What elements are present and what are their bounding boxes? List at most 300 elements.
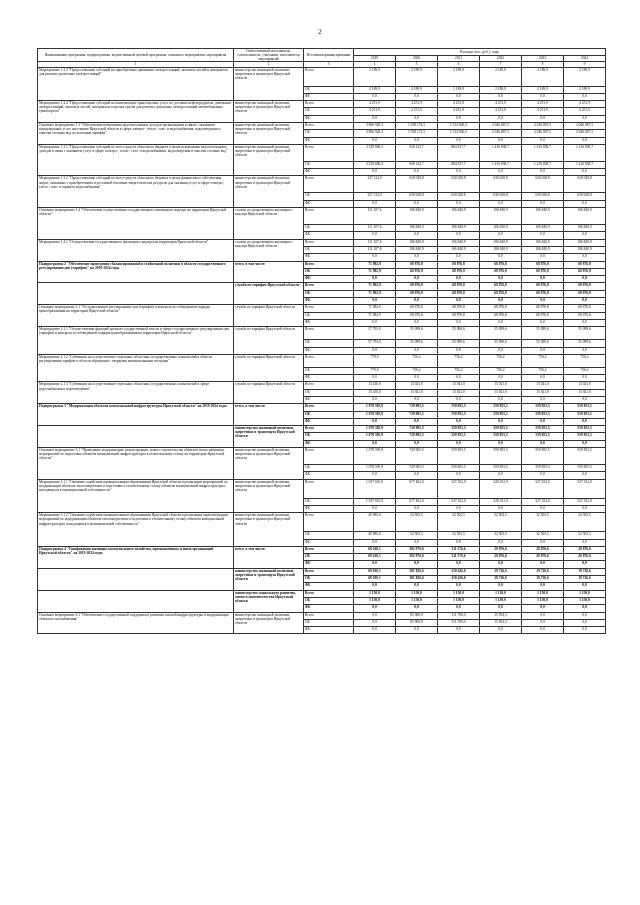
column-number: 4	[354, 62, 396, 67]
amount-cell: 20 876,6	[522, 554, 564, 561]
amount-cell: 13 021,0	[522, 389, 564, 396]
amount-cell: 0,0	[354, 505, 396, 512]
funding-source-cell: ФБ	[304, 472, 354, 479]
amount-cell: 71 982,9	[354, 283, 396, 290]
amount-cell: 55 099,6	[522, 340, 564, 347]
amount-cell: 106 840,9	[564, 225, 606, 232]
amount-cell: 0,0	[522, 605, 564, 612]
amount-cell: 2 046 867,5	[480, 122, 522, 129]
amount-cell: 0,0	[564, 375, 606, 382]
amount-cell: 1 037 610,9	[354, 498, 396, 505]
amount-cell: 0,0	[438, 505, 480, 512]
amount-cell: 0,0	[354, 319, 396, 326]
header-executor: Ответственный исполнитель, соисполнитель, участники, исполнители мероприятий	[234, 49, 304, 62]
amount-cell: 527 352,0	[564, 498, 606, 505]
amount-cell: 32 503,5	[480, 513, 522, 532]
amount-cell: 0,0	[522, 115, 564, 122]
amount-cell: 0,0	[354, 232, 396, 239]
funding-source-cell: ФБ	[304, 505, 354, 512]
amount-cell: 0,0	[438, 347, 480, 354]
amount-cell: 559 855,5	[438, 448, 480, 465]
amount-cell: 4 251,9	[480, 108, 522, 115]
funding-source-cell: ФБ	[304, 254, 354, 261]
header-year: 2021	[438, 55, 480, 62]
amount-cell: 32 503,5	[438, 532, 480, 539]
amount-cell: 68 876,8	[564, 305, 606, 312]
amount-cell: 4 251,9	[522, 101, 564, 108]
amount-cell: 559 855,5	[522, 426, 564, 433]
amount-cell: 20 876,6	[480, 554, 522, 561]
amount-cell: 0,0	[438, 93, 480, 100]
amount-cell: 311 576,6	[438, 554, 480, 561]
amount-cell: 0,0	[480, 115, 522, 122]
amount-cell: 729 905,5	[396, 404, 438, 411]
funding-source-cell: Всего	[304, 261, 354, 268]
amount-cell: 13 410,0	[354, 389, 396, 396]
funding-source-cell: Всего	[304, 479, 354, 498]
amount-cell: 1 416 838,7	[522, 144, 564, 161]
amount-cell: 559 855,5	[522, 465, 564, 472]
amount-cell: 729 905,5	[396, 433, 438, 440]
amount-cell: 559 855,5	[480, 411, 522, 418]
amount-cell: 630 028,8	[438, 176, 480, 193]
amount-cell: 0,0	[522, 539, 564, 546]
amount-cell: 0,0	[438, 115, 480, 122]
amount-cell: 68 876,8	[564, 312, 606, 319]
amount-cell: 71 982,9	[354, 268, 396, 275]
amount-cell: 559 855,5	[564, 411, 606, 418]
amount-cell: 756,2	[396, 367, 438, 374]
row-executor: служба по тарифам Иркутской области	[234, 283, 304, 305]
amount-cell: 106 840,9	[480, 246, 522, 253]
row-executor: служба по тарифам Иркутской области	[234, 305, 304, 327]
amount-cell: 71 982,9	[354, 290, 396, 297]
amount-cell: 0,0	[396, 319, 438, 326]
amount-cell: 3 529 696,3	[354, 144, 396, 161]
amount-cell: 0,0	[396, 472, 438, 479]
amount-cell: 0,0	[396, 561, 438, 568]
amount-cell: 3 866 928,3	[354, 122, 396, 129]
amount-cell: 71 982,9	[354, 261, 396, 268]
amount-cell: 0,0	[480, 397, 522, 404]
amount-cell: 630 028,8	[522, 193, 564, 200]
row-executor: министерство жилищной политики, энергетики и транспорта Иркутской области	[234, 612, 304, 634]
amount-cell: 106 840,9	[396, 239, 438, 246]
column-number: 6	[438, 62, 480, 67]
amount-cell: 310 426,6	[438, 568, 480, 575]
amount-cell: 0,0	[396, 200, 438, 207]
funding-source-cell: ОБ	[304, 246, 354, 253]
amount-cell: 0,0	[354, 254, 396, 261]
funding-source-cell: ФБ	[304, 137, 354, 144]
amount-cell: 106 840,9	[396, 246, 438, 253]
amount-cell: 68 876,8	[438, 261, 480, 268]
amount-cell: 559 855,5	[480, 465, 522, 472]
amount-cell: 4 251,9	[480, 101, 522, 108]
table-row	[38, 67, 606, 86]
amount-cell: 0,0	[522, 440, 564, 447]
table-row	[38, 101, 606, 108]
amount-cell: 106 840,9	[396, 208, 438, 225]
amount-cell: 559 855,5	[480, 404, 522, 411]
funding-source-cell: ОБ	[304, 268, 354, 275]
amount-cell: 1 078 595,9	[354, 465, 396, 472]
amount-cell: 13 021,0	[438, 382, 480, 389]
amount-cell: 1 150,0	[480, 590, 522, 597]
amount-cell: 1 078 595,9	[354, 433, 396, 440]
row-name: Мероприятие 2.1.3 "Субвенции на осуществление отдельных областных государственных полномочий в сфере водоснабжения и водоотведения"	[38, 382, 234, 404]
amount-cell: 0,0	[438, 254, 480, 261]
amount-cell: 0,0	[438, 583, 480, 590]
amount-cell: 1 150,0	[396, 597, 438, 604]
amount-cell: 15 954,3	[480, 612, 522, 619]
amount-cell: 527 352,0	[522, 479, 564, 498]
amount-cell: 1 150,0	[522, 597, 564, 604]
amount-cell: 68 876,8	[564, 290, 606, 297]
amount-cell: 0,0	[354, 137, 396, 144]
amount-cell: 0,0	[354, 440, 396, 447]
amount-cell: 68 876,8	[396, 290, 438, 297]
amount-cell: 19 726,6	[480, 568, 522, 575]
amount-cell: 756,2	[438, 367, 480, 374]
amount-cell: 0,0	[522, 276, 564, 283]
amount-cell: 729 905,5	[396, 448, 438, 465]
amount-cell: 559 855,5	[522, 448, 564, 465]
amount-cell: 106 840,9	[564, 246, 606, 253]
row-executor: служба по тарифам Иркутской области	[234, 382, 304, 404]
row-name: Мероприятие 2.1.2 "Субвенции на осуществление отдельных областных государственных полномочий в области регулирования тарифов в области обращения с твердыми коммунальными отходами"	[38, 354, 234, 382]
amount-cell: 884 817,7	[438, 144, 480, 161]
amount-cell: 2 189,9	[354, 86, 396, 93]
amount-cell: 4 251,9	[564, 101, 606, 108]
amount-cell: 0,0	[480, 319, 522, 326]
amount-cell: 0,0	[396, 254, 438, 261]
amount-cell: 19 726,6	[564, 568, 606, 575]
amount-cell: 3 529 696,3	[354, 161, 396, 168]
table-row	[38, 426, 606, 433]
amount-cell: 2 046 867,5	[564, 130, 606, 137]
funding-source-cell: Всего	[304, 67, 354, 86]
amount-cell: 0,0	[354, 375, 396, 382]
amount-cell: 13 021,0	[522, 382, 564, 389]
amount-cell: 68 876,8	[396, 305, 438, 312]
amount-cell: 106 840,9	[480, 208, 522, 225]
funding-source-cell: ОБ	[304, 619, 354, 626]
amount-cell: 32 503,5	[564, 532, 606, 539]
amount-cell: 1 150,0	[564, 597, 606, 604]
amount-cell: 0,0	[522, 137, 564, 144]
amount-cell: 1 150,0	[438, 597, 480, 604]
amount-cell: 68 876,8	[564, 268, 606, 275]
header-year: 2020	[396, 55, 438, 62]
amount-cell: 0,0	[480, 93, 522, 100]
amount-cell: 55 099,6	[522, 327, 564, 340]
amount-cell: 0,0	[522, 397, 564, 404]
funding-source-cell: Всего	[304, 101, 354, 108]
amount-cell: 55 099,6	[438, 340, 480, 347]
amount-cell: 0,0	[480, 583, 522, 590]
amount-cell: 2 189,9	[396, 86, 438, 93]
amount-cell: 0,0	[438, 200, 480, 207]
amount-cell: 1 558 172,5	[396, 122, 438, 129]
budget-table	[37, 48, 606, 634]
amount-cell: 55 099,6	[438, 327, 480, 340]
funding-source-cell: ФБ	[304, 397, 354, 404]
funding-source-cell: ОБ	[304, 340, 354, 347]
amount-cell: 0,0	[396, 418, 438, 425]
funding-source-cell: Всего	[304, 568, 354, 575]
amount-cell: 68 876,8	[522, 312, 564, 319]
row-executor: министерство жилищной политики, энергетики и транспорта Иркутской области	[234, 101, 304, 123]
amount-cell: 106 840,9	[396, 225, 438, 232]
amount-cell: 0,0	[396, 440, 438, 447]
funding-source-cell: ФБ	[304, 627, 354, 634]
amount-cell: 756,2	[480, 354, 522, 367]
amount-cell: 106 840,9	[564, 208, 606, 225]
funding-source-cell: Всего	[304, 208, 354, 225]
amount-cell: 0,0	[438, 375, 480, 382]
amount-cell: 68 876,8	[522, 290, 564, 297]
amount-cell: 0,0	[522, 583, 564, 590]
amount-cell: 0,0	[438, 539, 480, 546]
row-name: Основное мероприятие 4.1 "Обеспечение государственной поддержки в развитии газовой инфраструктуры и модернизации объектов газоснабжения"	[38, 612, 234, 634]
amount-cell: 85 900,0	[396, 619, 438, 626]
amount-cell: 0,0	[480, 418, 522, 425]
amount-cell: 0,0	[564, 561, 606, 568]
funding-source-cell: ОБ	[304, 532, 354, 539]
amount-cell: 2 189,9	[522, 86, 564, 93]
amount-cell: 0,0	[354, 276, 396, 283]
amount-cell: 1 416 838,7	[564, 161, 606, 168]
table-row	[38, 513, 606, 532]
funding-source-cell: ОБ	[304, 367, 354, 374]
amount-cell: 68 876,8	[480, 261, 522, 268]
amount-cell: 4 251,9	[354, 101, 396, 108]
amount-cell: 106 840,9	[438, 225, 480, 232]
amount-cell: 0,0	[522, 472, 564, 479]
table-row	[38, 122, 606, 129]
amount-cell: 729 905,5	[396, 411, 438, 418]
amount-cell: 630 028,8	[564, 176, 606, 193]
amount-cell: 85 900,0	[396, 612, 438, 619]
amount-cell: 0,0	[522, 505, 564, 512]
amount-cell: 1 150,0	[396, 590, 438, 597]
amount-cell: 32 503,5	[438, 513, 480, 532]
table-row	[38, 568, 606, 575]
amount-cell: 106 840,9	[522, 246, 564, 253]
amount-cell: 756,2	[522, 367, 564, 374]
amount-cell: 1 150,0	[564, 590, 606, 597]
amount-cell: 559 855,5	[564, 426, 606, 433]
funding-source-cell: ОБ	[304, 411, 354, 418]
amount-cell: 32 503,5	[522, 513, 564, 532]
amount-cell: 68 876,8	[480, 305, 522, 312]
amount-cell: 2 046 867,5	[522, 130, 564, 137]
amount-cell: 106 840,9	[480, 225, 522, 232]
amount-cell: 779,9	[354, 354, 396, 367]
amount-cell: 13 021,0	[564, 382, 606, 389]
amount-cell: 0,0	[438, 627, 480, 634]
row-name: Мероприятие 1.3.2 "Предоставление субсидий из этого средств областного бюджета в целях финансового обеспечения затрат, связанных с приобретением и доставкой топливно-энергетических ресурсов для оказания услуг в сфере электро-, тепло-, газо- и горячего водоснабжения"	[38, 176, 234, 208]
column-number: 1	[38, 62, 234, 67]
amount-cell: 0,0	[396, 347, 438, 354]
row-name: Основное мероприятие 3.1 "Проведение модернизации, реконструкции, нового строительства объектов теплоснабжения, мероприятий по подготовке объектов коммунальной инфраструктуры к отопительному сезону на территории Иркутской области"	[38, 448, 234, 480]
amount-cell: 0,0	[438, 276, 480, 283]
amount-cell: 756,2	[480, 367, 522, 374]
amount-cell: 0,0	[564, 619, 606, 626]
row-name: Мероприятие 1.4.1 "Осуществление государственного жилищного надзора на территории Иркутской области"	[38, 239, 234, 261]
page-number: 2	[318, 28, 322, 36]
row-executor: министерство жилищной политики, энергетики и транспорта Иркутской области	[234, 67, 304, 101]
column-number: 3	[304, 62, 354, 67]
funding-source-cell: ОБ	[304, 108, 354, 115]
amount-cell: 0,0	[522, 232, 564, 239]
amount-cell: 0,0	[564, 93, 606, 100]
amount-cell: 0,0	[480, 440, 522, 447]
funding-source-cell: ОБ	[304, 130, 354, 137]
amount-cell: 106 840,9	[438, 208, 480, 225]
amount-cell: 559 855,5	[480, 448, 522, 465]
amount-cell: 69 160,1	[354, 554, 396, 561]
amount-cell: 0,0	[564, 605, 606, 612]
table-body	[38, 67, 606, 634]
amount-cell: 884 817,7	[438, 161, 480, 168]
amount-cell: 2 189,9	[522, 67, 564, 86]
amount-cell: 1 037 610,9	[354, 479, 396, 498]
header-year: 2019	[354, 55, 396, 62]
amount-cell: 0,0	[522, 298, 564, 305]
amount-cell: 20 876,6	[564, 554, 606, 561]
amount-cell: 0,0	[396, 605, 438, 612]
amount-cell: 55 099,6	[480, 340, 522, 347]
amount-cell: 559 855,5	[438, 433, 480, 440]
amount-cell: 4 251,9	[438, 101, 480, 108]
amount-cell: 2 189,9	[396, 67, 438, 86]
amount-cell: 630 028,8	[480, 176, 522, 193]
amount-cell: 0,0	[396, 232, 438, 239]
amount-cell: 0,0	[354, 583, 396, 590]
funding-source-cell: Всего	[304, 513, 354, 532]
amount-cell: 68 876,8	[522, 283, 564, 290]
amount-cell: 20 876,6	[564, 546, 606, 553]
amount-cell: 756,2	[564, 367, 606, 374]
row-executor: министерство социального развития, опеки и попечительства Иркутской области	[234, 590, 304, 612]
row-name	[38, 283, 234, 305]
funding-source-cell: ОБ	[304, 193, 354, 200]
amount-cell: 0,0	[354, 418, 396, 425]
amount-cell: 20 876,6	[522, 546, 564, 553]
funding-source-cell: Всего	[304, 612, 354, 619]
amount-cell: 0,0	[564, 254, 606, 261]
header-name: Наименование программы, подпрограммы, ведомственной целевой программы, основного мероприятия, мероприятия	[38, 49, 234, 62]
amount-cell: 1 150,0	[522, 590, 564, 597]
funding-source-cell: ФБ	[304, 232, 354, 239]
amount-cell: 0,0	[438, 605, 480, 612]
row-name: Мероприятие 3.1.1 "Оказание содействия муниципальным образованиям Иркутской области в реализации мероприятий по модернизации объектов теплоэнергетики и подготовке к отопительному сезону объектов коммунальной инфраструктуры, находящихся в муниципальной собственности"	[38, 479, 234, 513]
amount-cell: 0,0	[480, 472, 522, 479]
funding-source-cell: ФБ	[304, 276, 354, 283]
amount-cell: 19 726,6	[522, 568, 564, 575]
funding-source-cell: ОБ	[304, 597, 354, 604]
amount-cell: 0,0	[564, 440, 606, 447]
amount-cell: 0,0	[396, 539, 438, 546]
amount-cell: 0,0	[480, 200, 522, 207]
amount-cell: 756,2	[522, 354, 564, 367]
amount-cell: 559 855,5	[438, 426, 480, 433]
funding-source-cell: Всего	[304, 404, 354, 411]
table-row	[38, 354, 606, 367]
amount-cell: 0,0	[354, 605, 396, 612]
amount-cell: 15 954,3	[480, 619, 522, 626]
amount-cell: 4 251,9	[522, 108, 564, 115]
amount-cell: 0,0	[396, 276, 438, 283]
amount-cell: 68 876,8	[396, 283, 438, 290]
amount-cell: 0,0	[480, 627, 522, 634]
table-row	[38, 305, 606, 312]
column-number: 8	[522, 62, 564, 67]
row-name: Подпрограмма 4 "Газификация жилищно-коммунального хозяйства, промышленных и иных организаций Иркутской области" на 2019-2024 годы	[38, 546, 234, 568]
amount-cell: 2 189,9	[480, 67, 522, 86]
amount-cell: 1 514 846,5	[438, 130, 480, 137]
amount-cell: 0,0	[438, 298, 480, 305]
amount-cell: 756,2	[438, 354, 480, 367]
amount-cell: 52 503,5	[396, 513, 438, 532]
funding-source-cell: ФБ	[304, 605, 354, 612]
table-row	[38, 239, 606, 246]
column-number: 5	[396, 62, 438, 67]
amount-cell: 111 107,6	[354, 208, 396, 225]
amount-cell: 677 402,0	[396, 498, 438, 505]
amount-cell: 68 876,8	[564, 283, 606, 290]
amount-cell: 55 099,6	[564, 327, 606, 340]
table-row	[38, 612, 606, 619]
amount-cell: 19 726,6	[522, 576, 564, 583]
row-name: Мероприятие 2.1.1 "Осуществление функций органов государственной власти в сфере государственного регулирования цен (тарифов) и контроля за соблюдением порядка ценообразования на территории Иркутской области"	[38, 327, 234, 355]
amount-cell: 2 189,9	[480, 86, 522, 93]
amount-cell: 0,0	[564, 627, 606, 634]
amount-cell: 0,0	[480, 561, 522, 568]
amount-cell: 779,9	[354, 367, 396, 374]
funding-source-cell: ОБ	[304, 389, 354, 396]
amount-cell: 1 416 838,7	[480, 144, 522, 161]
amount-cell: 0,0	[438, 232, 480, 239]
amount-cell: 0,0	[564, 347, 606, 354]
amount-cell: 4 251,9	[396, 101, 438, 108]
amount-cell: 0,0	[522, 627, 564, 634]
amount-cell: 106 840,9	[522, 208, 564, 225]
amount-cell: 630 028,8	[564, 193, 606, 200]
table-row	[38, 479, 606, 498]
amount-cell: 0,0	[396, 505, 438, 512]
row-name: Основное мероприятие 1.3 "Обеспечение возмещения недополученных доходов организациям в связи с оказанием коммунальных услуг населению Иркутской области в сфере электро-, тепло-, газо- и водоснабжения, водоотведения и очистки сточных вод по льготным тарифам"	[38, 122, 234, 144]
amount-cell: 0,0	[522, 561, 564, 568]
amount-cell: 0,0	[522, 319, 564, 326]
funding-source-cell: ФБ	[304, 319, 354, 326]
amount-cell: 528 352,0	[480, 479, 522, 498]
amount-cell: 0,0	[564, 319, 606, 326]
amount-cell: 0,0	[564, 200, 606, 207]
funding-source-cell: ОБ	[304, 86, 354, 93]
funding-source-cell: Всего	[304, 426, 354, 433]
column-number: 2	[234, 62, 304, 67]
amount-cell: 0,0	[354, 93, 396, 100]
amount-cell: 559 855,5	[438, 404, 480, 411]
row-name	[38, 426, 234, 448]
amount-cell: 756,2	[396, 354, 438, 367]
amount-cell: 71 982,9	[354, 305, 396, 312]
amount-cell: 559 855,5	[522, 433, 564, 440]
amount-cell: 0,0	[480, 137, 522, 144]
